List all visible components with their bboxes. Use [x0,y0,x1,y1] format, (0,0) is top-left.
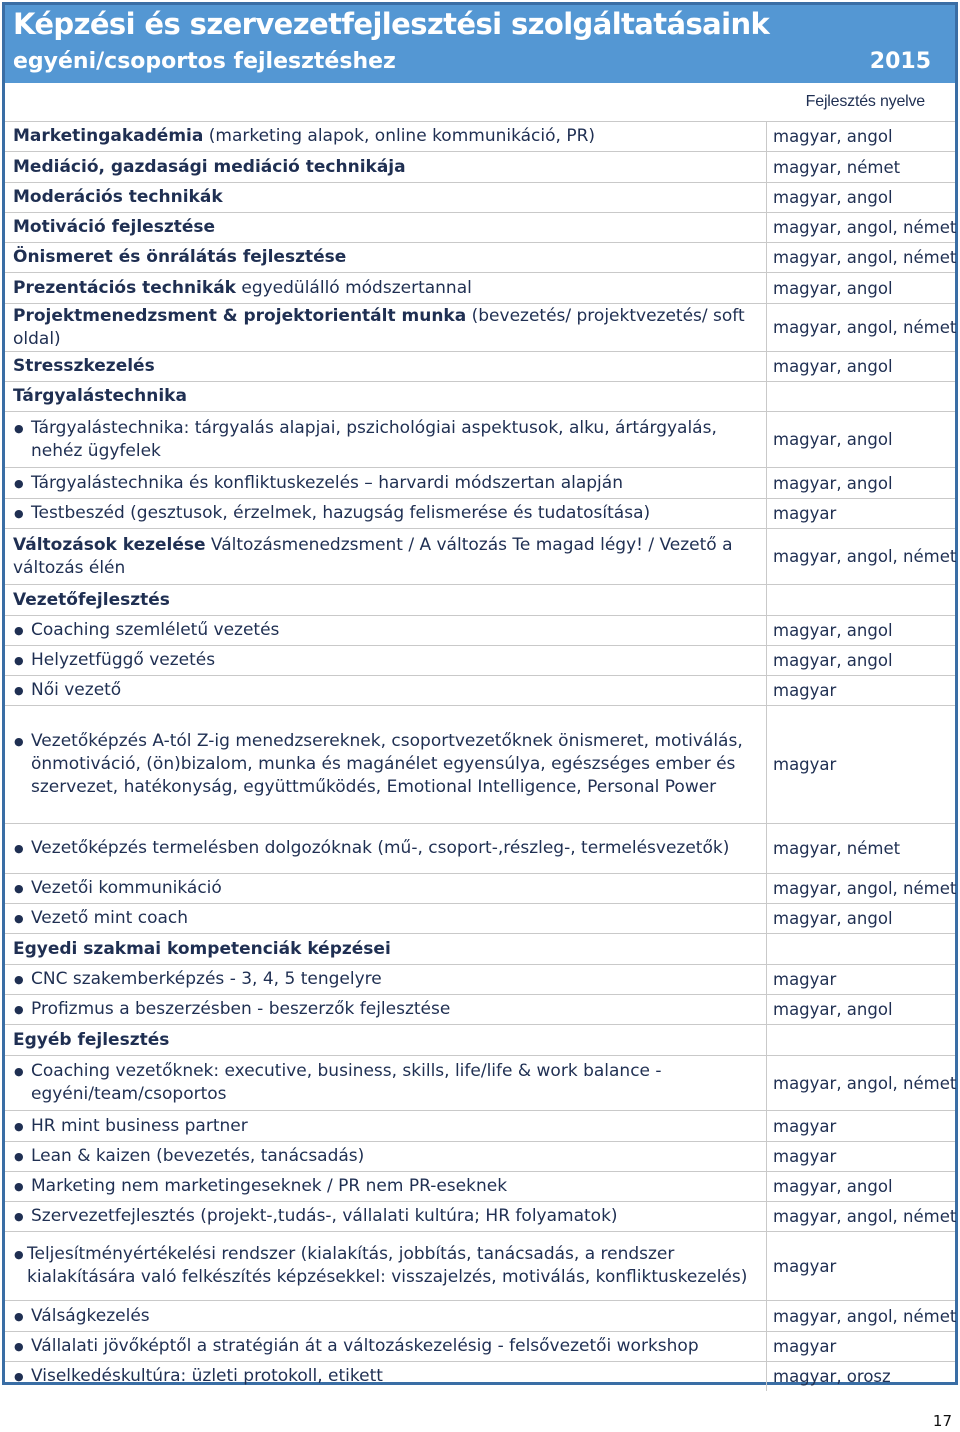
language-cell: magyar, angol, német [773,318,957,337]
service-item-text: Vezető mint coach [31,908,189,928]
service-item-text: Profizmus a beszerzésben - beszerzők fejlesztése [31,999,451,1019]
language-cell [767,1025,955,1055]
language-cell [767,382,955,411]
service-cell [5,706,767,823]
bullet-icon: ● [14,882,24,895]
bullet-icon: ● [14,1210,24,1223]
language-cell: magyar, angol [773,357,893,376]
table-row [5,615,955,645]
language-cell: magyar, angol, német [773,1207,957,1226]
service-detail: (bevezetés/ projektvezetés/ soft oldal) [13,305,745,349]
table-row [5,303,955,351]
service-cell [5,304,767,351]
page-frame [2,2,958,1385]
language-cell: magyar, angol, német [773,1073,957,1093]
page-header [5,5,955,83]
service-title: Prezentációs technikák [13,277,236,298]
page-title: Képzési és szervezetfejlesztési szolgáltatásaink [13,7,770,41]
bullet-icon: ● [14,1065,24,1078]
table-row [5,242,955,272]
service-cell [5,273,767,303]
service-cell [5,934,767,964]
bullet-icon: ● [14,1370,24,1383]
language-cell: magyar, angol [773,621,893,640]
table-row [5,1331,955,1361]
service-cell [5,616,767,645]
service-cell [5,213,767,242]
language-cell: magyar, angol, német [773,248,957,267]
service-cell [5,152,767,182]
service-cell [5,585,767,615]
service-item-text: Szervezetfejlesztés (projekt-,tudás-, vállalati kultúra; HR folyamatok) [31,1206,618,1226]
service-cell [5,382,767,411]
table-row [5,645,955,675]
table-row [5,498,955,528]
service-title: Önismeret és önrálátás fejlesztése [13,247,347,267]
page-subtitle: egyéni/csoportos fejlesztéshez [13,49,396,74]
table-row [5,823,955,873]
language-cell: magyar, angol [773,651,893,670]
service-cell [5,965,767,994]
table-row [5,675,955,705]
service-item-text: Testbeszéd (gesztusok, érzelmek, hazugság felismerése és tudatosítása) [31,503,651,523]
language-cell: magyar, angol [773,127,893,146]
table-row [5,1055,955,1110]
service-cell [5,412,767,467]
service-cell [5,183,767,212]
service-title: Moderációs technikák [13,187,223,207]
table-row [5,1110,955,1141]
language-cell: magyar [773,1147,837,1166]
service-item-text: Női vezető [31,680,122,700]
language-cell: magyar, német [773,157,901,177]
language-cell: magyar, angol, német [773,547,957,566]
table-row [5,994,955,1024]
service-cell [5,1172,767,1201]
language-cell: magyar [773,681,837,700]
bullet-icon: ● [14,421,24,435]
language-cell: magyar, angol [773,1177,893,1196]
table-row [5,528,955,584]
service-item-text: Vezetőképzés termelésben dolgozóknak (mű-, csoport-,részleg-, termelésvezetők) [31,838,730,858]
table-row [5,1231,955,1300]
language-cell: magyar, angol [773,1000,893,1019]
service-item-text: Tárgyalástechnika és konfliktuskezelés – harvardi módszertan alapján [31,472,623,493]
service-title: Stresszkezelés [13,356,155,376]
service-item-text: CNC szakemberképzés - 3, 4, 5 tengelyre [31,969,382,989]
language-cell: magyar, angol [773,909,893,928]
service-cell [5,676,767,705]
bullet-icon: ● [14,507,24,520]
service-item-text: Marketing nem marketingeseknek / PR nem PR-eseknek [31,1176,508,1196]
service-item-text: Lean & kaizen (bevezetés, tanácsadás) [31,1146,365,1166]
language-cell: magyar, angol [773,473,893,493]
table-row [5,1300,955,1331]
service-item-text: Coaching szemléletű vezetés [31,620,280,640]
language-cell [767,934,955,964]
bullet-icon: ● [14,842,24,855]
service-title: Motiváció fejlesztése [13,217,216,237]
bullet-icon: ● [14,654,24,667]
language-cell: magyar [773,1337,837,1356]
bullet-icon: ● [14,1340,24,1353]
language-cell: magyar [773,1116,837,1136]
service-title: Tárgyalástechnika [13,386,187,406]
language-cell: magyar [773,1256,837,1276]
service-cell [5,824,767,873]
bullet-icon: ● [14,684,24,697]
service-cell [5,1332,767,1361]
language-column-title: Fejlesztés nyelve [805,93,925,110]
service-title: Egyéb fejlesztés [13,1029,170,1050]
bullet-icon: ● [14,624,24,637]
language-cell: magyar, német [773,839,901,858]
bullet-icon: ● [14,1248,24,1261]
language-cell: magyar [773,755,837,774]
language-cell: magyar, angol [773,188,893,207]
language-cell: magyar, angol [773,430,893,449]
service-cell [5,1202,767,1231]
service-item-text: Vezetői kommunikáció [31,878,222,898]
service-cell [5,529,767,584]
table-row [5,1024,955,1055]
service-title: Változások kezelése [13,534,206,555]
service-cell [5,646,767,675]
service-cell [5,1111,767,1141]
service-cell [5,352,767,381]
table-row [5,182,955,212]
service-cell [5,243,767,272]
language-cell: magyar [773,504,837,523]
bullet-icon: ● [14,1150,24,1163]
service-item-text: HR mint business partner [31,1115,248,1136]
bullet-icon: ● [14,1180,24,1193]
service-detail: Változásmenedzsment / A változás Te magad légy! / Vezető a változás élén [13,534,733,578]
bullet-icon: ● [14,1309,24,1323]
service-item-text: Teljesítményértékelési rendszer (kialakítás, jobbítás, tanácsadás, a rendszer kialakítására való felkészítés képzésekkel: visszajelzés, motiválás, konfliktuskezelés) [27,1244,748,1287]
language-cell: magyar [773,970,837,989]
page-number: 17 [932,1412,952,1430]
table-row [5,873,955,903]
table-row [5,411,955,467]
service-item-text: Vállalati jövőképtől a stratégián át a változáskezelésig - felsővezetői workshop [31,1336,699,1356]
service-cell [5,904,767,933]
service-cell [5,874,767,903]
table-row [5,272,955,303]
service-cell [5,122,767,151]
year-label: 2015 [869,49,931,74]
service-title: Mediáció, gazdasági mediáció technikája [13,156,406,177]
service-cell [5,995,767,1024]
bullet-icon: ● [14,1119,24,1133]
bullet-icon: ● [14,912,24,925]
table-row [5,903,955,933]
service-detail: egyedülálló módszertannal [235,277,472,298]
service-item-text: Viselkedéskultúra: üzleti protokoll, etikett [31,1366,383,1386]
service-cell [5,499,767,528]
service-item-text: Helyzetfüggő vezetés [31,650,216,670]
service-item-text: Tárgyalástechnika: tárgyalás alapjai, pszichológiai aspektusok, alku, ártárgyalás, nehéz ügyfelek [31,417,717,461]
table-row [5,1141,955,1171]
service-cell [5,468,767,498]
service-cell [5,1301,767,1331]
table-row [5,212,955,242]
service-detail: (marketing alapok, online kommunikáció, PR) [203,126,596,146]
bullet-icon: ● [14,735,24,748]
table-row [5,1361,955,1391]
service-title: Projektmenedzsment & projektorientált munka [13,305,467,326]
table-row [5,964,955,994]
language-cell [767,585,955,615]
service-title: Marketingakadémia [13,126,204,146]
service-item-text: Válságkezelés [31,1305,150,1326]
table-row [5,151,955,182]
service-title: Vezetőfejlesztés [13,589,170,610]
service-cell [5,1056,767,1110]
service-cell [5,1362,767,1391]
bullet-icon: ● [14,1003,24,1016]
table-row [5,1201,955,1231]
language-cell: magyar, angol, német [773,218,957,237]
table-row [5,1171,955,1201]
language-cell: magyar, orosz [773,1367,891,1386]
table-row [5,467,955,498]
service-cell [5,1025,767,1055]
column-header [767,85,955,121]
table-row [5,933,955,964]
service-item-text: Coaching vezetőknek: executive, business, skills, life/life & work balance - egyéni/team/csoportos [31,1061,662,1104]
service-cell [5,1232,767,1300]
table-row [5,381,955,411]
bullet-icon: ● [14,973,24,986]
table-row [5,584,955,615]
service-cell [5,1142,767,1171]
service-title: Egyedi szakmai kompetenciák képzései [13,938,391,959]
language-cell: magyar, angol, német [773,879,957,898]
table-row [5,705,955,823]
bullet-icon: ● [14,476,24,490]
language-cell: magyar, angol, német [773,1306,957,1326]
table-row [5,121,955,151]
language-cell: magyar, angol [773,278,893,298]
service-item-text: Vezetőképzés A-tól Z-ig menedzsereknek, csoportvezetőknek önismeret, motiválás, önmotiváció, (ön)bizalom, munka és magánélet egyensúlya, egészséges ember és szervezet, hatékonyság, együttműködés, Emotional Intelligence, Personal Power [31,731,743,797]
table-row [5,351,955,381]
